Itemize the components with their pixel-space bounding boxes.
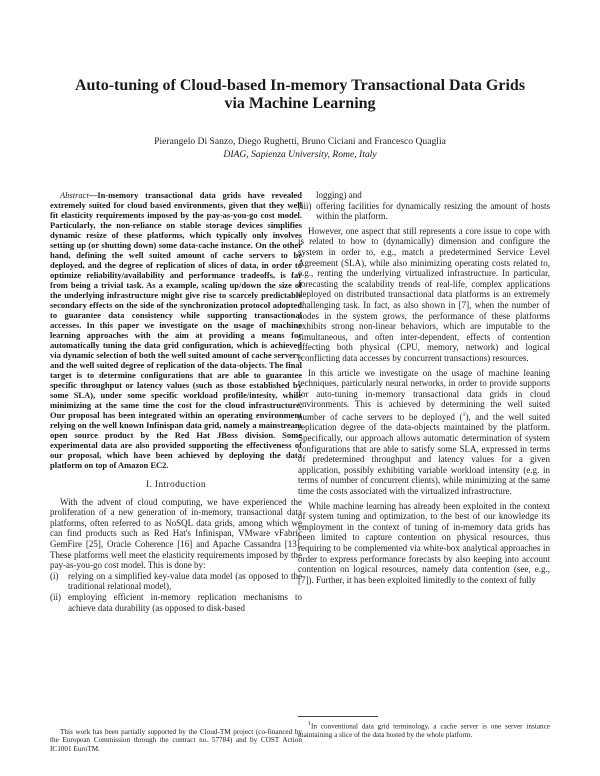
list-item <box>298 201 550 222</box>
section-heading: I. Introduction <box>146 479 206 490</box>
abstract-text: —In-memory transactional data grids have revealed extremely suited for cloud based environments, given that they well fit elasticity requirements imposed by the pay-as-you-go cost model. Particularly, the non-reliance on stable storage devices simplifies dynamic resize of these platforms, which typically only involves setting up (or shutting down) some data-cache instance. On the other hand, defining the well suited amount of cache servers to be deployed, and the degree of replication of slices of data, in order to optimize reliability/availability and performance tradeoffs, is far from being a trivial task. As a example, scaling up/down the size of the underlying infrastructure might give rise to scarcely predictable secondary effects on the side of the synchronization protocol adopted to guarantee data consistency while supporting transactional accesses. In this paper we investigate on the usage of machine learning approaches with the aim at providing a means for automatically tuning the data grid configuration, which is achieved via dynamic selection of both the well suited amount of cache servers, and the well suited degree of replication of the data-objects. The final target is to determine configurations that are able to guarantee specific throughput or latency values (such as those established by some SLA), under some specific workload profile/intesity, while minimizing at the same time the cost for the cloud infrastructure. Our proposal has been integrated within an operating environment relying on the well known Infinispan data grid, namely a mainstream open source product by the Red Hat JBoss division. Some experimental data are also provided supporting the effectiveness of our proposal, which have been achieved by deploying the data platform on top of Amazon EC2. <box>50 190 302 470</box>
author-list: Pierangelo Di Sanzo, Diego Rughetti, Bruno Ciciani and Francesco Quaglia <box>154 136 446 147</box>
list-number: (i) <box>50 570 59 581</box>
list-text: relying on a simplified key-value data model (as opposed to the traditional relational model), <box>68 570 302 592</box>
title-line-2: via Machine Learning <box>224 95 376 112</box>
footnote-area <box>298 716 550 739</box>
list-text-continued: logging) and <box>316 190 362 200</box>
body-paragraph: In this article we investigate on the usage of machine leaning techniques, particularly neural networks, in order to provide supports for auto-tuning in-memory transactional data grids in cloud environments. This is achieved by determining the well suited number of cache servers to be deployed ($^1$), and the well suited replication degree of the data-objects maintained by the platform. Specifically, our approach allows automatic determination of system configurations that are able to satisfy some SLA, expressed in terms of predetermined throughput and latency values for a given application, possibly exhibiting variable workload intensity (e.g. in terms of number of concurrent clients), while minimizing at the same time the costs associated with the virtualized infrastructure. <box>298 367 550 497</box>
list-text: employing efficient in-memory replication mechanisms to achieve data durability (as opposed to disk-based <box>68 591 302 613</box>
paper-title <box>60 77 540 113</box>
footnote-funding: This work has been partially supported by the Cloud-TM project (co-financed by the European Commission through the contract no. 57784) and by COST Action IC1001 EuroTM. <box>50 728 302 753</box>
intro-paragraph: With the advent of cloud computing, we have experienced the proliferation of a new generation of in-memory, transactional data platforms, often referred to as NoSQL data grids, among which we can find products such as Red Hat's Infinispan, VMware vFabric GemFire [25], Oracle Coherence [16] and Apache Cassandra [13]. These platforms well meet the elasticity requirements imposed by the pay-as-you-go cost model. This is done by: <box>50 496 302 571</box>
affiliation: DIAG, Sapienza University, Rome, Italy <box>223 149 377 160</box>
footnote-text: $^1$In conventional data grid terminology, a cache server is one server instance maintaining a slice of the data hosted by the whole platform. <box>298 721 550 739</box>
abstract <box>50 190 302 470</box>
footnote-number: 1 <box>308 721 311 727</box>
left-column <box>50 190 302 613</box>
list-item <box>50 571 302 592</box>
footnote-divider <box>298 716 378 717</box>
right-column <box>298 190 550 585</box>
body-paragraph: While machine learning has already been exploited in the context of system tuning and optimization, to the best of our knowledge its employment in the context of tuning of in-memory data grids has been limited to capture contention on physical resources, thus requiring to be complemented via white-box analytical approaches in order to express performance forecasts by also keeping into account contention on logical resources, namely data contention (see, e.g., [7]). Further, it has been exploited limitedly to the context of fully <box>298 500 550 585</box>
footnote-marker: 1 <box>462 411 466 418</box>
title-line-1: Auto-tuning of Cloud-based In-memory Transactional Data Grids <box>74 77 526 94</box>
body-paragraph: However, one aspect that still represents a core issue to cope with is related to how to (dynamically) dimension and configure the system in order to, e.g., match a predetermined Service Level Agreement (SLA), while also minimizing operating costs related to, e.g., renting the underlying virtualized infrastructure. In particular, forecasting the scalability trends of real-life, complex applications deployed on distributed transactional data platforms is an extremely challenging task. In fact, as also shown in [7], when the number of nodes in the system grows, the performance of these platforms exhibits strong non-linear behaviors, which are imputable to the simultaneous, and often inter-dependent, effects of contention affecting both physical (CPU, memory, network) and logical (conflicting data accesses by concurrent transactions) resources. <box>298 225 550 363</box>
abstract-label: Abstract <box>60 190 89 200</box>
list-number: (ii) <box>50 591 61 602</box>
list-text: offering facilities for dynamically resizing the amount of hosts within the platform. <box>316 200 550 222</box>
list-item <box>50 592 302 613</box>
list-number: (iii) <box>298 200 312 211</box>
list-item-continued <box>298 190 550 201</box>
